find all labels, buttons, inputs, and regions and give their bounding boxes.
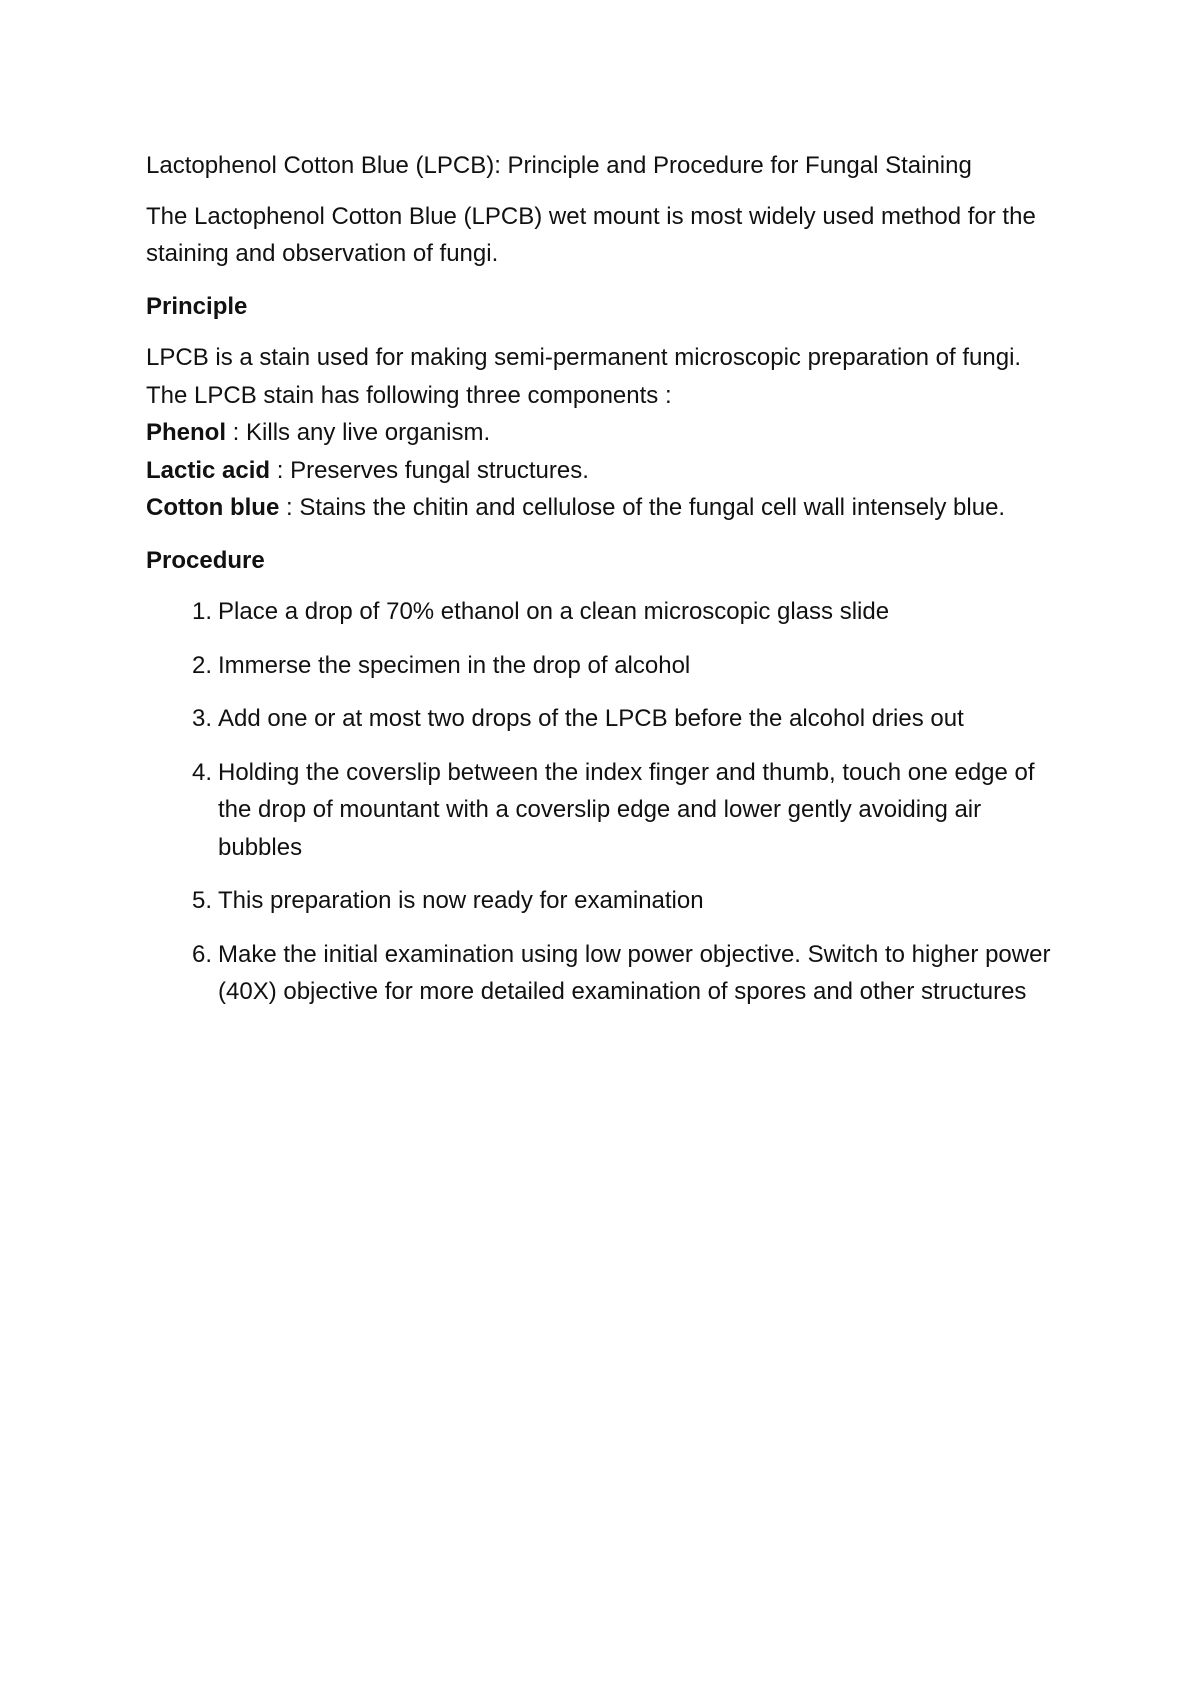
step-text: Place a drop of 70% ethanol on a clean microscopic glass slide bbox=[218, 598, 890, 625]
procedure-heading: Procedure bbox=[146, 546, 265, 574]
component-separator: : bbox=[226, 419, 247, 446]
step-number: 1. bbox=[191, 598, 212, 625]
step-number: 3. bbox=[191, 705, 212, 732]
step-number: 2. bbox=[191, 651, 212, 679]
component-desc: Stains the chitin and cellulose of the fungal cell wall intensely blue. bbox=[299, 494, 1006, 521]
principle-text: LPCB is a stain used for making semi-permanent microscopic preparation of fungi. The LPCB stain has following three components : bbox=[146, 344, 1022, 409]
component-term: Phenol bbox=[146, 419, 227, 446]
component-separator: : bbox=[279, 494, 300, 521]
step-number: 4. bbox=[191, 758, 212, 786]
step-text: Immerse the specimen in the drop of alcohol bbox=[218, 651, 691, 679]
component-phenol bbox=[146, 414, 1066, 452]
procedure-step bbox=[146, 754, 1066, 867]
step-text: Add one or at most two drops of the LPCB before the alcohol dries out bbox=[218, 705, 964, 732]
document-title: Lactophenol Cotton Blue (LPCB): Principle and Procedure for Fungal Staining bbox=[146, 152, 972, 179]
component-lactic-acid bbox=[146, 452, 1066, 490]
procedure-step bbox=[146, 882, 1066, 920]
procedure-step bbox=[146, 647, 1066, 685]
component-desc: Kills any live organism. bbox=[246, 419, 491, 446]
procedure-step bbox=[146, 700, 1066, 738]
component-cotton-blue bbox=[146, 489, 1066, 527]
principle-section bbox=[146, 339, 1066, 527]
step-text: Holding the coverslip between the index finger and thumb, touch one edge of the drop of mountant with a coverslip edge and lower gently avoiding air bubbles bbox=[218, 758, 1035, 861]
component-term: Cotton blue bbox=[146, 494, 280, 521]
component-desc: Preserves fungal structures. bbox=[290, 456, 589, 484]
procedure-step bbox=[146, 593, 1066, 631]
component-separator: : bbox=[270, 456, 291, 484]
procedure-steps-list bbox=[146, 593, 1066, 1011]
step-number: 5. bbox=[191, 887, 212, 914]
document-body bbox=[146, 147, 1066, 1027]
intro-paragraph: The Lactophenol Cotton Blue (LPCB) wet mount is most widely used method for the staining and observation of fungi. bbox=[146, 202, 1036, 267]
step-text: This preparation is now ready for examination bbox=[218, 887, 704, 914]
component-term: Lactic acid bbox=[146, 456, 271, 484]
procedure-step bbox=[146, 936, 1066, 1011]
step-number: 6. bbox=[191, 940, 212, 968]
principle-heading: Principle bbox=[146, 292, 248, 320]
step-text: Make the initial examination using low power objective. Switch to higher power (40X) objective for more detailed examination of spores and other structures bbox=[218, 940, 1051, 1005]
